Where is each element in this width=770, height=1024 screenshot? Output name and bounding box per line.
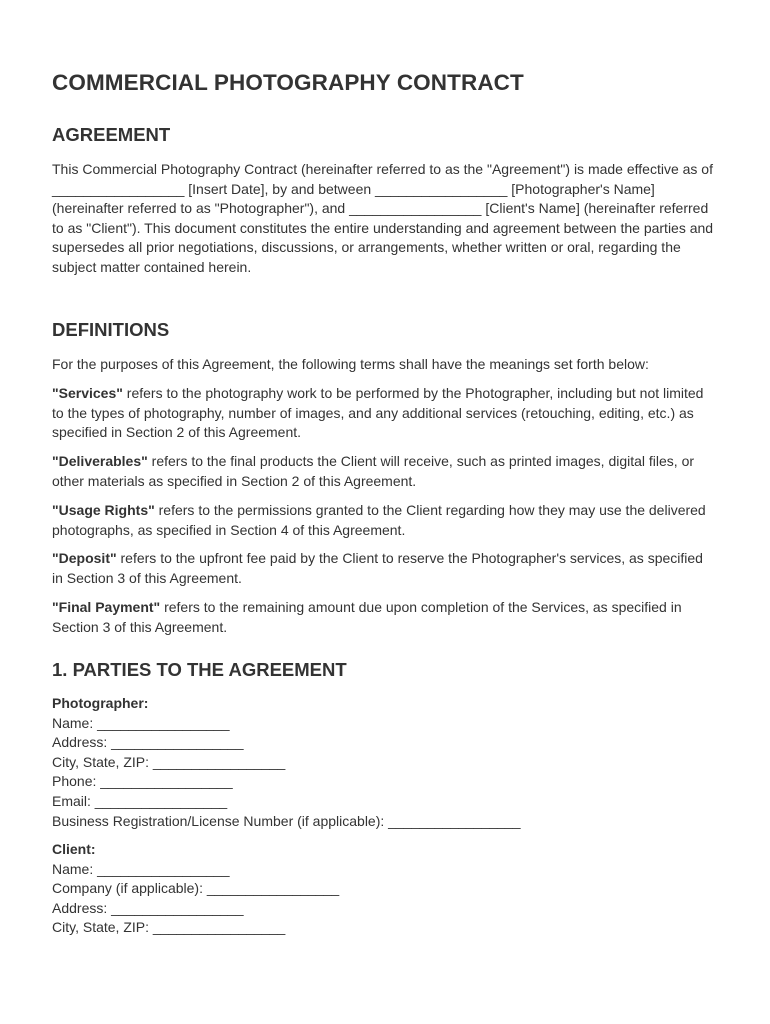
definition-usage-rights xyxy=(52,501,717,540)
definition-text: refers to the photography work to be performed by the Photographer, including but not limited to the types of photography, number of images, and any additional services (retouching, editing, etc.) as specified in Section 2 of this Agreement. xyxy=(52,385,704,440)
photographer-city-field: City, State, ZIP: _________________ xyxy=(52,753,286,770)
client-company-field: Company (if applicable): _________________ xyxy=(52,880,340,897)
definition-term: "Deposit" xyxy=(52,550,117,566)
agreement-heading: AGREEMENT xyxy=(52,124,171,145)
definitions-heading: DEFINITIONS xyxy=(52,319,170,340)
definition-final-payment xyxy=(52,598,717,637)
definition-text: refers to the upfront fee paid by the Client to reserve the Photographer's services, as specified in Section 3 of this Agreement. xyxy=(52,550,703,586)
parties-heading: 1. PARTIES TO THE AGREEMENT xyxy=(52,659,347,680)
client-city-field: City, State, ZIP: _________________ xyxy=(52,919,286,936)
definition-term: "Final Payment" xyxy=(52,599,161,615)
client-address-field: Address: _________________ xyxy=(52,899,244,916)
definition-text: refers to the remaining amount due upon completion of the Services, as specified in Section 3 of this Agreement. xyxy=(52,599,682,635)
client-block xyxy=(52,840,717,938)
photographer-name-field: Name: _________________ xyxy=(52,714,230,731)
photographer-block xyxy=(52,694,717,831)
agreement-body: This Commercial Photography Contract (hereinafter referred to as the "Agreement") is made effective as of _________________ [Insert Date], by and between _________________ [Photographer's Name] (hereinafter referred to as "Photographer"), and _________________ [Client's Name] (hereinafter referred to as "Client"). This document constitutes the entire understanding and agreement between the parties and supersedes all prior negotiations, discussions, or arrangements, whether written or oral, regarding the subject matter contained herein. xyxy=(52,161,714,275)
definition-deposit xyxy=(52,549,717,588)
definition-term: "Services" xyxy=(52,385,123,401)
definition-term: "Usage Rights" xyxy=(52,502,155,518)
client-label: Client: xyxy=(52,841,96,857)
definition-text: refers to the permissions granted to the Client regarding how they may use the delivered photographs, as specified in Section 4 of this Agreement. xyxy=(52,502,706,538)
definition-deliverables xyxy=(52,452,717,491)
photographer-license-field: Business Registration/License Number (if applicable): _________________ xyxy=(52,812,521,829)
photographer-address-field: Address: _________________ xyxy=(52,734,244,751)
definition-services xyxy=(52,384,717,443)
photographer-phone-field: Phone: _________________ xyxy=(52,773,233,790)
definitions-intro: For the purposes of this Agreement, the following terms shall have the meanings set forth below: xyxy=(52,356,649,372)
photographer-email-field: Email: _________________ xyxy=(52,792,228,809)
definition-term: "Deliverables" xyxy=(52,453,148,469)
client-name-field: Name: _________________ xyxy=(52,860,230,877)
photographer-label: Photographer: xyxy=(52,695,149,711)
document-title: COMMERCIAL PHOTOGRAPHY CONTRACT xyxy=(52,70,524,95)
definition-text: refers to the final products the Client will receive, such as printed images, digital files, or other materials as specified in Section 2 of this Agreement. xyxy=(52,453,695,489)
